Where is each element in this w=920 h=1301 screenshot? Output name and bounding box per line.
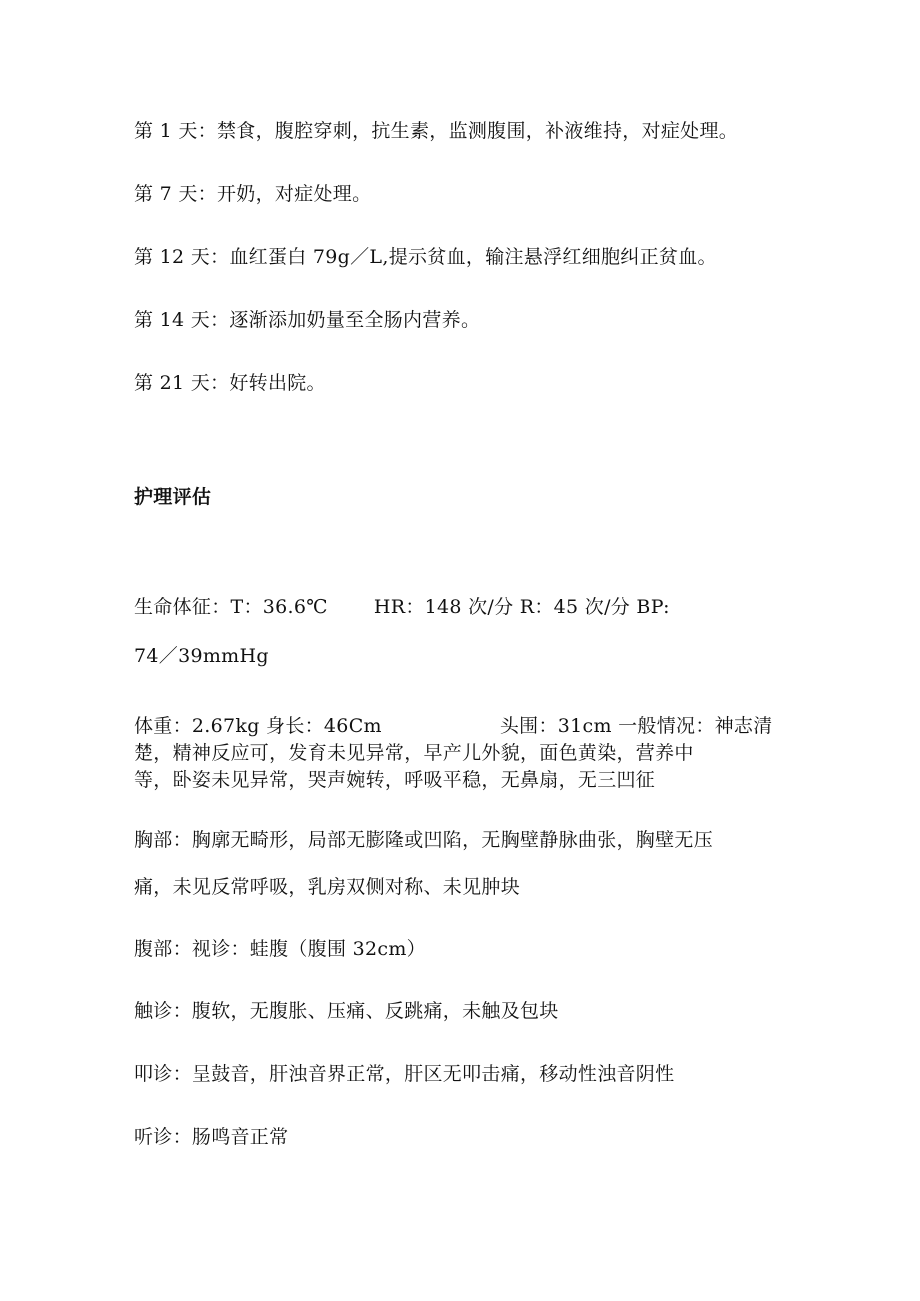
vital-signs-temperature: 生命体征：T：36.6℃: [134, 596, 328, 618]
head-circumference-general: 头围：31cm 一般情况：神志清: [499, 715, 773, 737]
timeline-day-12: 第 12 天：血红蛋白 79g／L,提示贫血，输注悬浮红细胞纠正贫血。: [134, 246, 717, 268]
timeline-day-14: 第 14 天：逐渐添加奶量至全肠内营养。: [134, 309, 481, 331]
vital-signs-line: [134, 594, 670, 621]
general-line-1: [134, 713, 773, 740]
chest-line-1: 胸部：胸廓无畸形，局部无膨隆或凹陷，无胸壁静脉曲张，胸壁无压: [134, 829, 714, 851]
vital-signs-hr-r-bp: HR：148 次/分 R：45 次/分 BP:: [373, 596, 670, 618]
timeline-day-7: 第 7 天：开奶，对症处理。: [134, 183, 372, 205]
vital-signs-bp-value: 74／39mmHg: [134, 645, 269, 667]
timeline-day-1: 第 1 天：禁食，腹腔穿刺，抗生素，监测腹围，补液维持，对症处理。: [134, 120, 739, 142]
abdomen-percussion: 叩诊：呈鼓音，肝浊音界正常，肝区无叩击痛，移动性浊音阴性: [134, 1063, 675, 1085]
timeline-day-21: 第 21 天：好转出院。: [134, 372, 326, 394]
abdomen-palpation: 触诊：腹软，无腹胀、压痛、反跳痛，未触及包块: [134, 1000, 559, 1022]
section-title: 护理评估: [134, 486, 212, 508]
abdomen-auscultation: 听诊：肠鸣音正常: [134, 1126, 289, 1148]
general-line-2: 楚，精神反应可，发育未见异常，早产儿外貌，面色黄染，营养中: [134, 742, 694, 764]
weight-length: 体重：2.67kg 身长：46Cm: [134, 715, 382, 737]
chest-line-2: 痛，未见反常呼吸，乳房双侧对称、未见肿块: [134, 876, 521, 898]
abdomen-inspection: 腹部：视诊：蛙腹（腹围 32cm）: [134, 938, 426, 960]
general-line-3: 等，卧姿未见异常，哭声婉转，呼吸平稳，无鼻扇，无三凹征: [134, 769, 656, 791]
